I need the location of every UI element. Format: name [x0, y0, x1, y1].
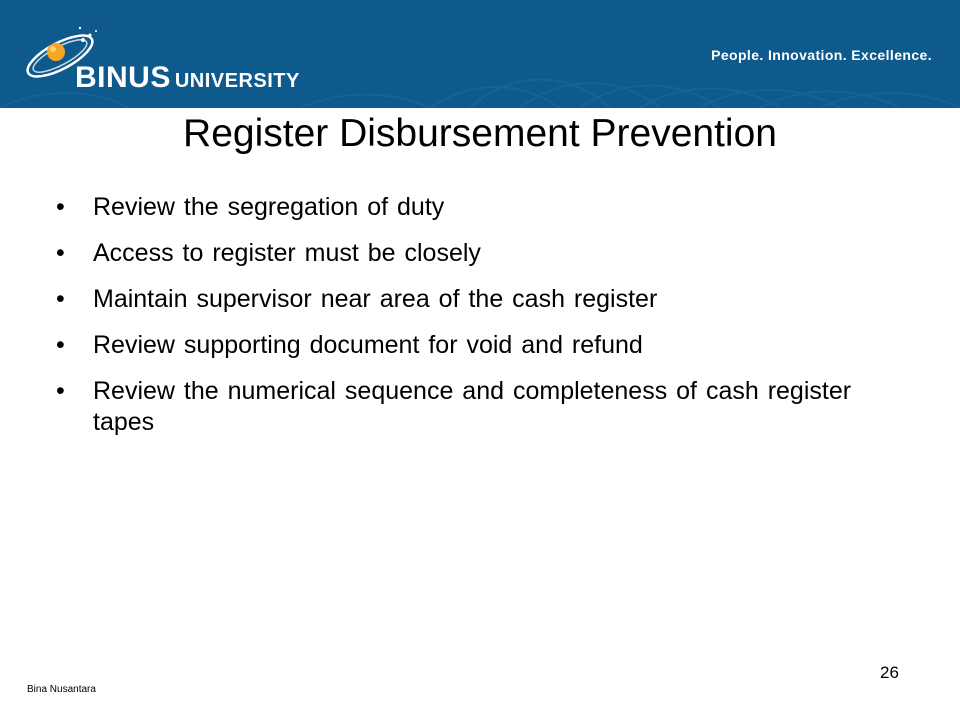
- brand-logo-text: [75, 61, 300, 95]
- bullet-dot-icon: •: [56, 377, 65, 405]
- brand-university: UNIVERSITY: [174, 70, 300, 92]
- bullet-text: Access to register must be closely: [93, 239, 481, 267]
- header-band: [0, 0, 960, 108]
- bullet-item: [56, 376, 896, 438]
- bullet-dot-icon: •: [56, 193, 65, 221]
- bullet-text: Review the segregation of duty: [93, 193, 445, 221]
- footer-organization: Bina Nusantara: [27, 684, 96, 695]
- brand-binus: BINUS: [75, 61, 171, 94]
- bullet-dot-icon: •: [56, 285, 65, 313]
- slide-title: Register Disbursement Prevention: [183, 112, 777, 155]
- bullet-dot-icon: •: [56, 331, 65, 359]
- bullet-text: Review supporting document for void and refund: [93, 331, 643, 359]
- bullet-item: [56, 238, 896, 269]
- bullet-item: [56, 330, 896, 361]
- bullet-text: Review the numerical sequence and completeness of cash register tapes: [93, 377, 852, 436]
- bullet-item: [56, 284, 896, 315]
- bullet-text: Maintain supervisor near area of the cash register: [93, 285, 658, 313]
- tagline: People. Innovation. Excellence.: [711, 47, 932, 63]
- bullet-list: [56, 192, 896, 453]
- bullet-item: [56, 192, 896, 223]
- page-number: 26: [880, 663, 899, 682]
- bullet-dot-icon: •: [56, 239, 65, 267]
